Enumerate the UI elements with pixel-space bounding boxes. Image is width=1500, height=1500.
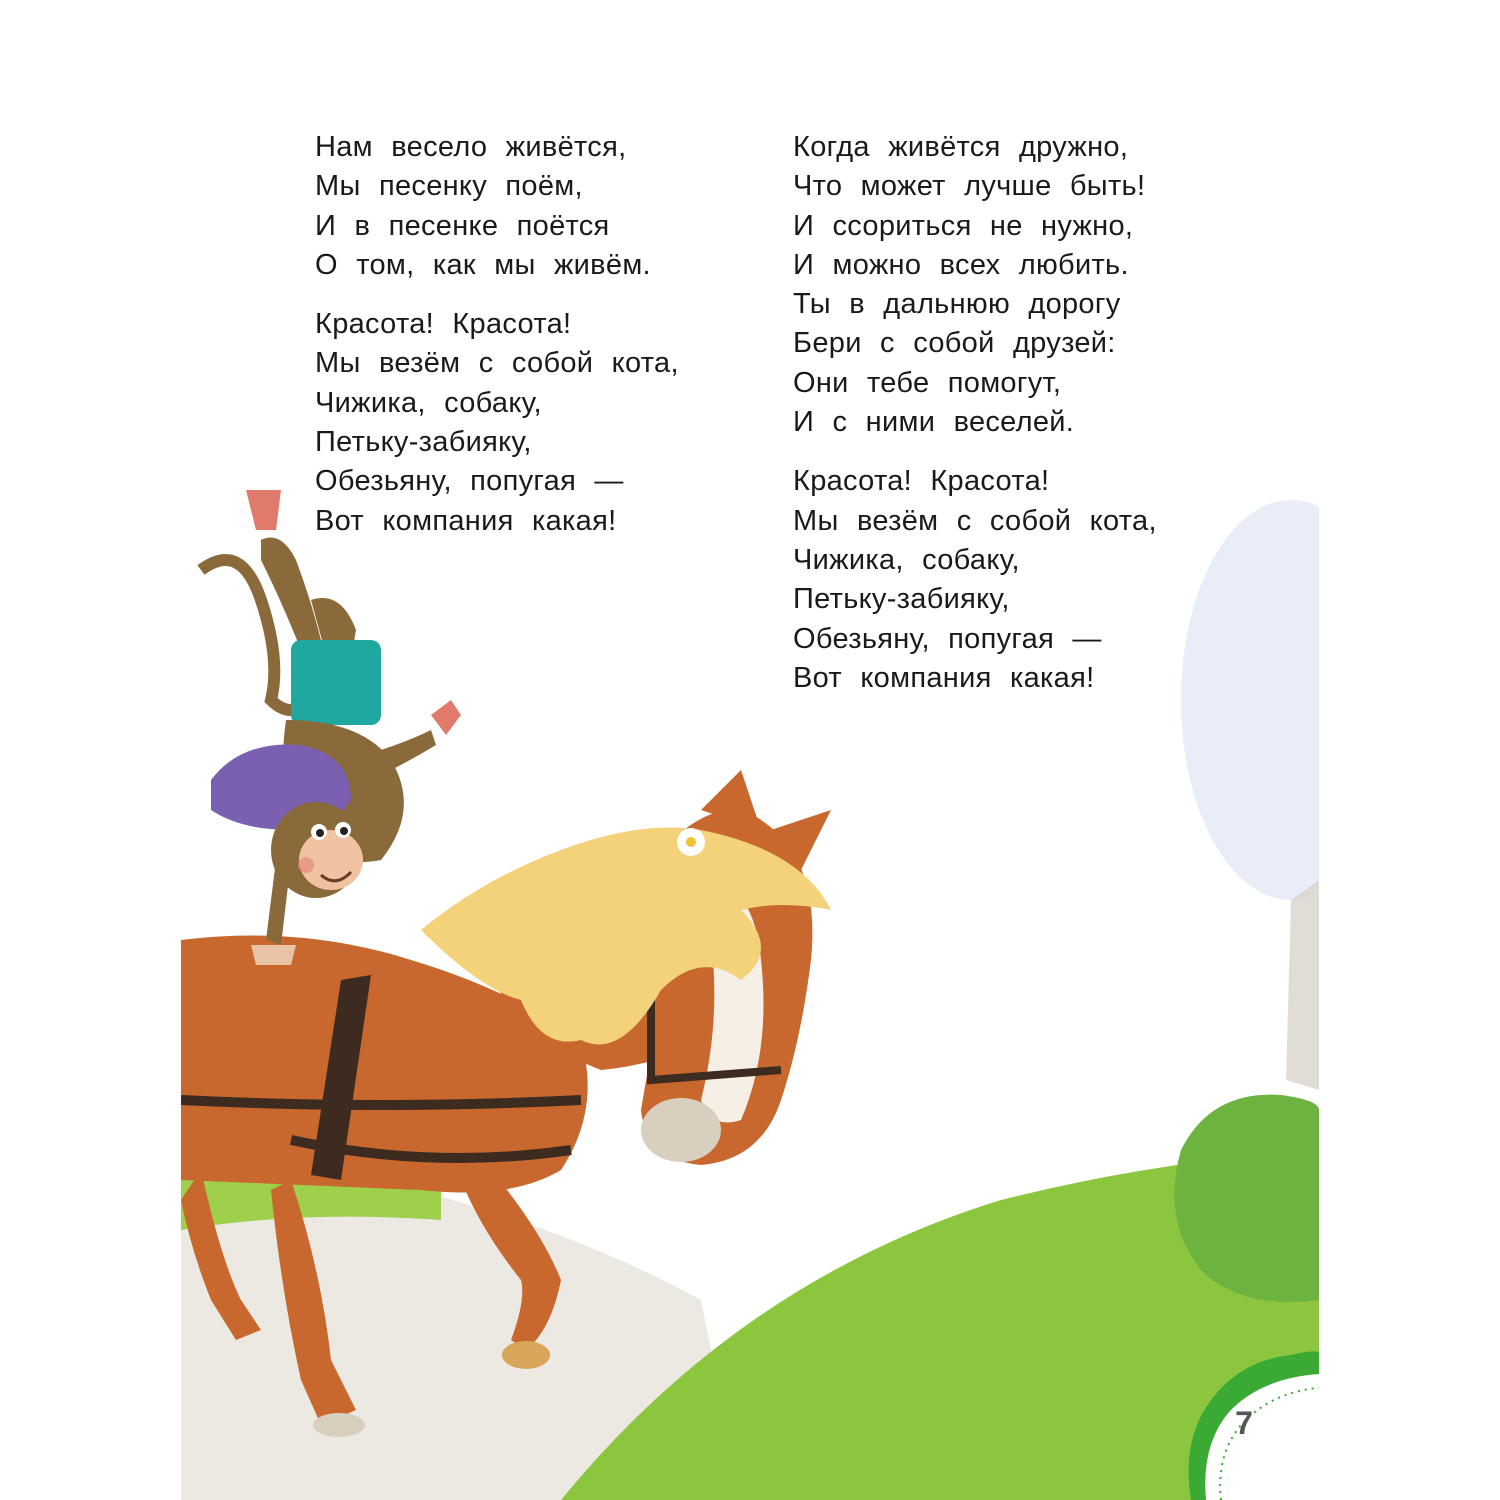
poem-line: Красота! Красота!: [793, 465, 1050, 498]
book-page: [181, 0, 1319, 1500]
poem-line: Когда живётся дружно,: [793, 131, 1129, 163]
poem-line: И ссориться не нужно,: [793, 209, 1134, 242]
poem-line: И в песенке поётся: [315, 209, 610, 242]
monkey-icon: [201, 490, 461, 965]
poem-line: Обезьяну, попугая —: [793, 622, 1102, 655]
stanza-4: [793, 462, 1157, 698]
poem-line: И можно всех любить.: [793, 248, 1129, 281]
stanza-2: [315, 305, 679, 541]
stanza-1: [315, 128, 679, 285]
poem-left-column: [315, 128, 679, 561]
poem-line: Мы везём с собой кота,: [315, 347, 679, 380]
poem-line: Красота! Красота!: [315, 308, 572, 341]
poem-line: Чижика, собаку,: [793, 543, 1020, 576]
poem-line: Петьку-забияку,: [793, 583, 1010, 616]
poem-line: Обезьяну, попугая —: [315, 465, 624, 498]
poem-line: Бери с собой друзей:: [793, 327, 1116, 360]
sky-wash-icon: [1181, 500, 1319, 900]
poem-line: Мы везём с собой кота,: [793, 504, 1157, 537]
poem-line: Они тебе помогут,: [793, 366, 1062, 399]
page-number: 7: [1235, 1405, 1253, 1441]
poem-line: Петьку-забияку,: [315, 426, 532, 459]
poem-line: И с ними веселей.: [793, 406, 1075, 439]
poem-line: Мы песенку поём,: [315, 170, 583, 203]
poem-line: Чижика, собаку,: [315, 386, 542, 419]
poem-line: Ты в дальнюю дорогу: [793, 288, 1121, 321]
poem-line: Вот компания какая!: [793, 661, 1095, 694]
stanza-3: [793, 128, 1157, 442]
poem-line: Что может лучше быть!: [793, 170, 1146, 203]
poem-line: Нам весело живётся,: [315, 131, 627, 163]
poem-line: Вот компания какая!: [315, 504, 617, 537]
pole-icon: [1286, 880, 1319, 1090]
poem-line: О том, как мы живём.: [315, 248, 651, 281]
poem-right-column: [793, 128, 1157, 718]
